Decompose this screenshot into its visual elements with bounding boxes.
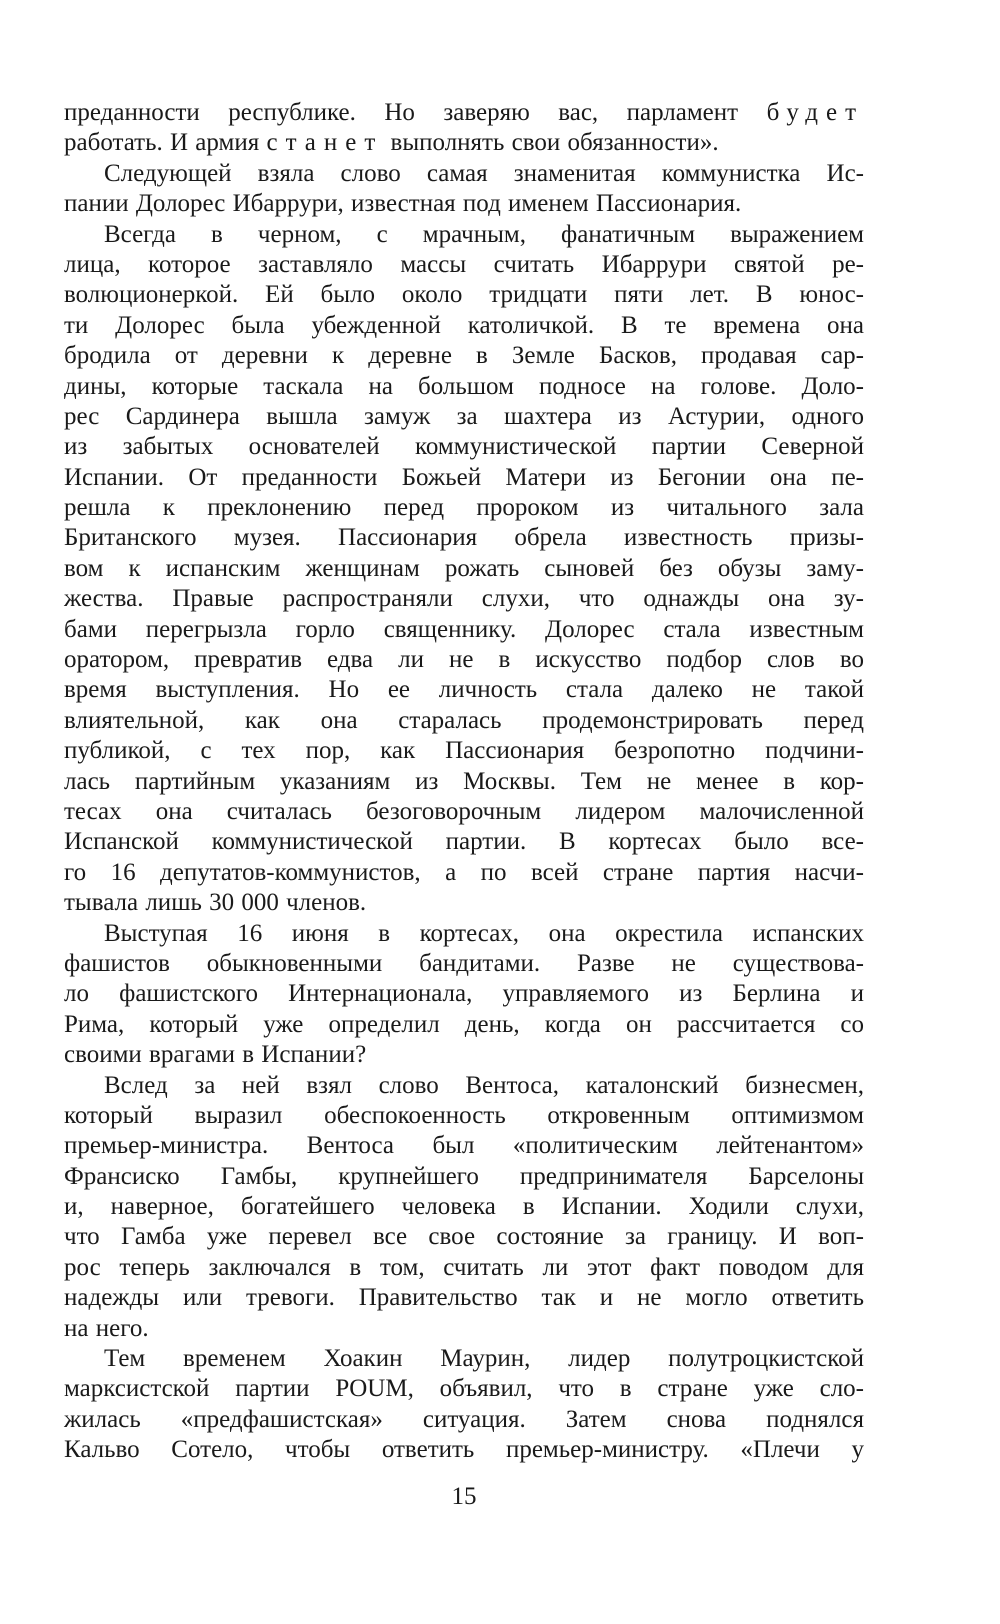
text-line: лица, которое заставляло массы считать Ибаррури святой ре- bbox=[64, 250, 864, 278]
text-line: дины, которые таскала на большом подносе на голове. Доло- bbox=[64, 372, 864, 400]
text-line: публикой, с тех пор, как Пассионария безропотно подчини- bbox=[64, 737, 864, 765]
text-line: из забытых основателей коммунистической партии Северной bbox=[64, 433, 864, 461]
text-segment: работать. И армия bbox=[64, 129, 267, 157]
text-line: тывала лишь 30 000 членов. bbox=[64, 889, 367, 917]
text-line: бами перегрызла горло священнику. Долорес стала известным bbox=[64, 615, 864, 643]
text-line: Британского музея. Пассионария обрела известность призы- bbox=[64, 524, 864, 552]
text-line: го 16 депутатов-коммунистов, а по всей стране партия насчи- bbox=[64, 858, 864, 886]
page-body bbox=[64, 98, 864, 1466]
text-line: Испании. От преданности Божьей Матери из Бегонии она пе- bbox=[64, 463, 864, 491]
text-line: решла к преклонению перед пророком из читального зала bbox=[64, 494, 864, 522]
spaced-emphasis-text: будет bbox=[766, 99, 864, 126]
text-line: вом к испанским женщинам рожать сыновей без обузы заму- bbox=[64, 554, 864, 582]
text-line: пании Долорес Ибаррури, известная под именем Пассионария. bbox=[64, 190, 742, 218]
spaced-emphasis-text: станет bbox=[266, 129, 384, 157]
text-line: время выступления. Но ее личность стала далеко не такой bbox=[64, 676, 864, 704]
text-line: который выразил обеспокоенность откровенным оптимизмом bbox=[64, 1101, 864, 1129]
text-line: ло фашистского Интернационала, управляемого из Берлина и bbox=[64, 980, 864, 1008]
text-line bbox=[64, 128, 864, 158]
text-line: своими врагами в Испании? bbox=[64, 1041, 367, 1069]
text-line: на него. bbox=[64, 1314, 149, 1342]
text-line: фашистов обыкновенными бандитами. Разве не существова- bbox=[64, 949, 864, 977]
text-line: надежды или тревоги. Правительство так и не могло ответить bbox=[64, 1284, 864, 1312]
text-line: влиятельной, как она старалась продемонстрировать перед bbox=[64, 706, 864, 734]
text-line: Следующей взяла слово самая знаменитая коммунистка Ис- bbox=[104, 159, 864, 187]
text-line: Тем временем Хоакин Маурин, лидер полутроцкистской bbox=[104, 1345, 864, 1373]
text-line: ти Долорес была убежденной католичкой. В те времена она bbox=[64, 311, 864, 339]
text-line: Кальво Сотело, чтобы ответить премьер-министру. «Плечи у bbox=[64, 1436, 864, 1464]
text-line: Франсиско Гамбы, крупнейшего предпринимателя Барселоны bbox=[64, 1162, 864, 1190]
text-line: Рима, который уже определил день, когда он рассчитается со bbox=[64, 1010, 864, 1038]
text-line: волюционеркой. Ей было около тридцати пяти лет. В юнос- bbox=[64, 281, 864, 309]
text-line: жества. Правые распространяли слухи, что однажды она зу- bbox=[64, 585, 864, 613]
text-line: марксистской партии POUM, объявил, что в стране уже сло- bbox=[64, 1375, 864, 1403]
page-number: 15 bbox=[451, 1483, 477, 1510]
text-line: лась партийным указаниям из Москвы. Тем не менее в кор- bbox=[64, 767, 864, 795]
text-line: рес Сардинера вышла замуж за шахтера из Астурии, одного bbox=[64, 402, 864, 430]
text-line bbox=[64, 98, 864, 128]
text-line: Выступая 16 июня в кортесах, она окрестила испанских bbox=[104, 919, 864, 947]
text-line: жилась «предфашистская» ситуация. Затем снова поднялся bbox=[64, 1405, 864, 1433]
text-line: Всегда в черном, с мрачным, фанатичным выражением bbox=[104, 220, 864, 248]
text-line: и, наверное, богатейшего человека в Испании. Ходили слухи, bbox=[64, 1193, 864, 1221]
text-line: Вслед за ней взял слово Вентоса, каталонский бизнесмен, bbox=[104, 1071, 864, 1099]
text-line: бродила от деревни к деревне в Земле Басков, продавая сар- bbox=[64, 342, 864, 370]
text-segment: выполнять свои обязанности». bbox=[383, 129, 719, 157]
text-line: Испанской коммунистической партии. В кортесах было все- bbox=[64, 828, 864, 856]
text-line: что Гамба уже перевел все свое состояние за границу. И воп- bbox=[64, 1223, 864, 1251]
text-line: оратором, превратив едва ли не в искусство подбор слов во bbox=[64, 646, 864, 674]
text-line: тесах она считалась безоговорочным лидером малочисленной bbox=[64, 797, 864, 825]
text-segment: преданности республике. Но заверяю вас, парламент bbox=[64, 99, 767, 126]
text-line: рос теперь заключался в том, считать ли этот факт поводом для bbox=[64, 1253, 864, 1281]
text-line: премьер-министра. Вентоса был «политическим лейтенантом» bbox=[64, 1132, 864, 1160]
